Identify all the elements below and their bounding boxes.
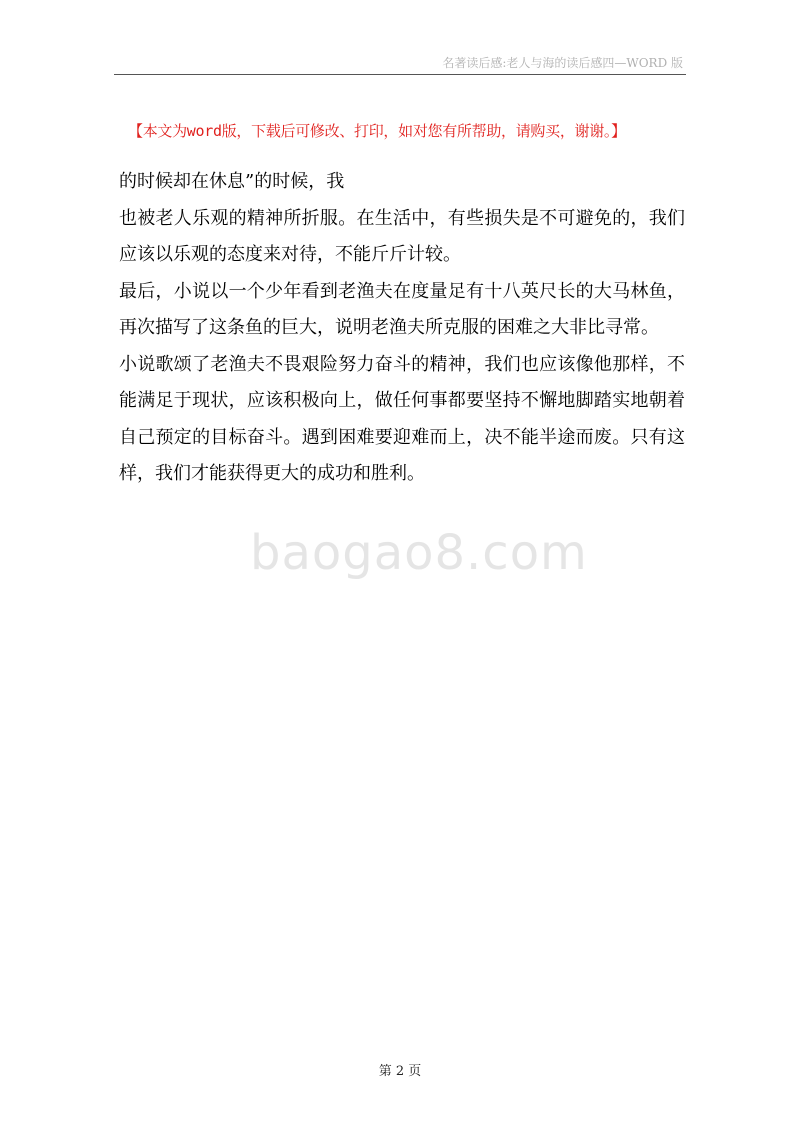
watermark: baogao8.com xyxy=(250,525,588,581)
header-divider xyxy=(114,74,686,75)
paragraph: 的时候却在休息”的时候，我 xyxy=(119,171,345,192)
purchase-notice: 【本文为word版，下载后可修改、打印，如对您有所帮助，请购买，谢谢。】 xyxy=(128,122,626,140)
document-body xyxy=(119,164,685,493)
paragraph: 小说歌颂了老渔夫不畏艰险努力奋斗的精神，我们也应该像他那样，不能满足于现状，应该积极向上，做任何事都要坚持不懈地脚踏实地朝着自己预定的目标奋斗。遇到困难要迎难而上，决不能半途而废。只有这样，我们才能获得更大的成功和胜利。 xyxy=(119,353,685,484)
running-header: 名著读后感:老人与海的读后感四—WORD 版 xyxy=(442,56,683,70)
paragraph: 最后，小说以一个少年看到老渔夫在度量足有十八英尺长的大马林鱼，再次描写了这条鱼的巨大，说明老渔夫所克服的困难之大非比寻常。 xyxy=(119,280,685,338)
paragraph: 也被老人乐观的精神所折服。在生活中，有些损失是不可避免的，我们应该以乐观的态度来对待，不能斤斤计较。 xyxy=(119,207,685,265)
page-number: 第 2 页 xyxy=(378,1064,422,1079)
